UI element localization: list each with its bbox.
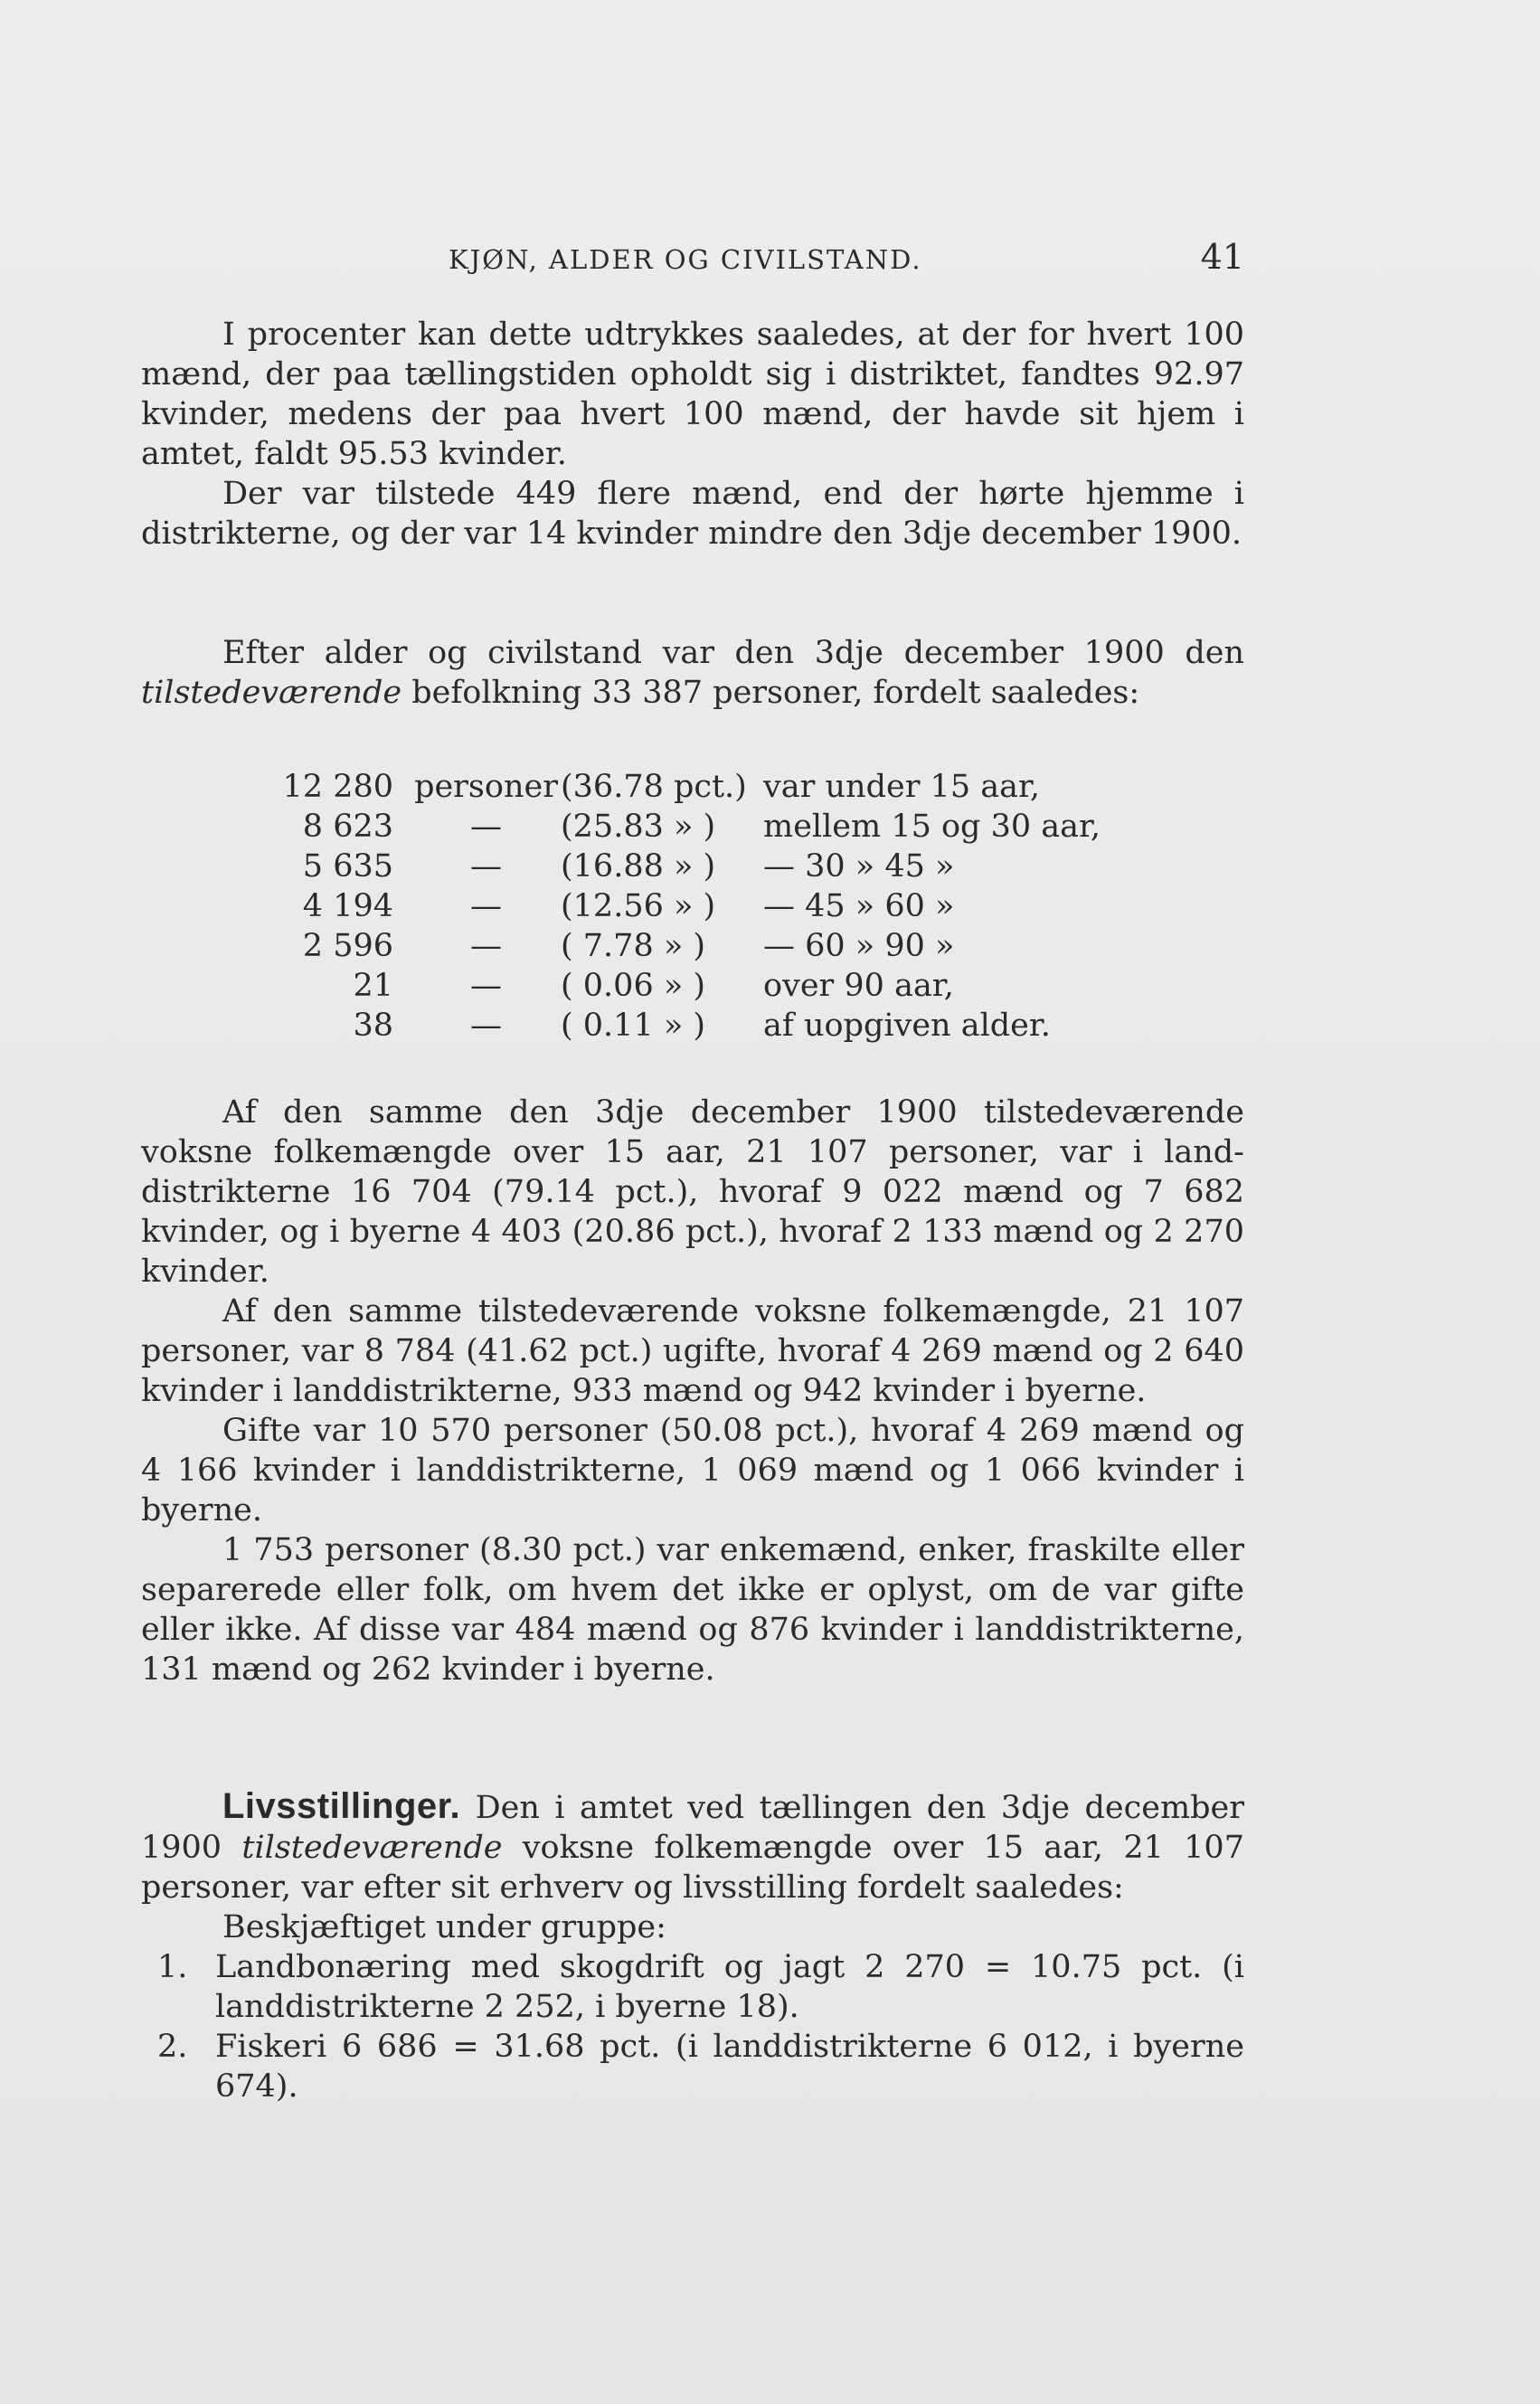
age-percent: ( 0.06 » ) (561, 968, 706, 1004)
page-number: 41 (1200, 237, 1244, 277)
age-description: var under 15 aar, (763, 769, 1040, 805)
age-intro-italic: tilstedeværende (141, 675, 402, 711)
age-count: 8 623 (302, 809, 393, 845)
paragraph-ratio: I procenter kan dette udtrykkes saaledes, at der for hvert 100 mænd, der paa tællingstiden opholdt sig i distriktet, fandtes 92.97 kvinder, medens der paa hvert 100 mænd, der havde sit hjem i amtet, faldt 95.53 kvinder. (141, 317, 1244, 472)
age-description: — 30 » 45 » (763, 848, 955, 885)
age-percent: ( 7.78 » ) (561, 928, 706, 964)
age-unit: — (470, 1008, 502, 1044)
section-occupations (141, 1786, 1244, 2106)
section-age-intro (141, 633, 1244, 713)
age-description: — 60 » 90 » (763, 928, 955, 964)
age-row (271, 807, 1101, 847)
age-intro-before: Efter alder og civilstand var den 3dje december 1900 den (222, 635, 1244, 671)
age-intro-after: befolkning 33 387 personer, fordelt saaledes: (411, 675, 1140, 711)
age-distribution-table (271, 767, 1101, 1046)
age-row (271, 767, 1101, 807)
occupation-list (141, 1947, 1244, 2106)
occupation-number: 2. (157, 2029, 188, 2065)
age-row (271, 1006, 1101, 1046)
age-unit: — (470, 928, 502, 964)
age-unit: — (470, 809, 502, 845)
age-row (271, 847, 1101, 886)
occupation-text: Fiskeri 6 686 = 31.68 pct. (i landdistrikterne 6 012, i byerne 674). (215, 2029, 1244, 2105)
age-row (271, 966, 1101, 1006)
age-description: — 45 » 60 » (763, 888, 955, 924)
age-percent: (16.88 » ) (561, 848, 716, 885)
age-unit: personer (414, 769, 558, 805)
paragraph-adults: Af den samme den 3dje december 1900 tilstedeværende voksne folkemængde over 15 aar, 21 107 personer, var i landdistrikterne 16 704 (79.14 pct.), hvoraf 9 022 mænd og 7 682 kvinder, og i byerne 4 403 (20.86 pct.), hvoraf 2 133 mænd og 2 270 kvinder. (141, 1094, 1244, 1290)
occupation-text: Landbonæring med skogdrift og jagt 2 270 = 10.75 pct. (i landdistrikterne 2 252, i byerne 18). (215, 1949, 1244, 2025)
age-unit: — (470, 968, 502, 1004)
section-civil-status (141, 1093, 1244, 1689)
occupation-item (141, 1947, 1244, 2027)
age-percent: ( 0.11 » ) (561, 1008, 706, 1044)
age-count: 38 (353, 1008, 393, 1044)
paragraph-age-intro (141, 633, 1244, 713)
group-label: Beskjæftiget under gruppe: (222, 1909, 666, 1945)
paragraph-married: Gifte var 10 570 personer (50.08 pct.), hvoraf 4 269 mænd og 4 166 kvinder i landdistrikterne, 1 069 mænd og 1 066 kvinder i byerne. (141, 1413, 1244, 1529)
section-heading-livsstillinger: Livsstillinger. (222, 1786, 461, 1826)
age-description: over 90 aar, (763, 968, 954, 1004)
occupation-number: 1. (157, 1949, 188, 1985)
age-row (271, 886, 1101, 926)
running-head (141, 237, 1244, 282)
paragraph-difference: Der var tilstede 449 flere mænd, end der hørte hjemme i distrikterne, og der var 14 kvinder mindre den 3dje december 1900. (141, 476, 1244, 552)
age-count: 12 280 (282, 769, 393, 805)
age-unit: — (470, 848, 502, 885)
age-unit: — (470, 888, 502, 924)
occupations-intro-before: Den i amtet ved tællingen den 3dje december 1900 (141, 1790, 1244, 1866)
age-row (271, 926, 1101, 966)
section-ratio-text (141, 315, 1244, 554)
paragraph-unmarried: Af den samme tilstedeværende voksne folkemængde, 21 107 personer, var 8 784 (41.62 pct.) ugifte, hvoraf 4 269 mænd og 2 640 kvinder i landdistrikterne, 933 mænd og 942 kvinder i byerne. (141, 1293, 1244, 1409)
age-percent: (25.83 » ) (561, 809, 716, 845)
paragraph-widowed: 1 753 personer (8.30 pct.) var enkemænd, enker, fraskilte eller separerede eller folk, om hvem det ikke er oplyst, om de var gifte eller ikke. Af disse var 484 mænd og 876 kvinder i landdistrikterne, 131 mænd og 262 kvinder i byerne. (141, 1532, 1244, 1688)
age-percent: (36.78 pct.) (561, 769, 747, 805)
age-description: mellem 15 og 30 aar, (763, 809, 1101, 845)
age-count: 2 596 (302, 928, 393, 964)
age-count: 4 194 (302, 888, 393, 924)
occupations-intro-after: voksne folkemængde over 15 aar, 21 107 personer, var efter sit erhverv og livsstilling fordelt saaledes: (141, 1830, 1244, 1906)
age-percent: (12.56 » ) (561, 888, 716, 924)
running-title: KJØN, ALDER OG CIVILSTAND. (449, 244, 922, 275)
paragraph-occupations-intro (141, 1786, 1244, 1907)
age-count: 21 (353, 968, 393, 1004)
age-description: af uopgiven alder. (763, 1008, 1051, 1044)
age-count: 5 635 (302, 848, 393, 885)
occupations-intro-italic: tilstedeværende (241, 1830, 503, 1866)
occupation-item (141, 2027, 1244, 2106)
